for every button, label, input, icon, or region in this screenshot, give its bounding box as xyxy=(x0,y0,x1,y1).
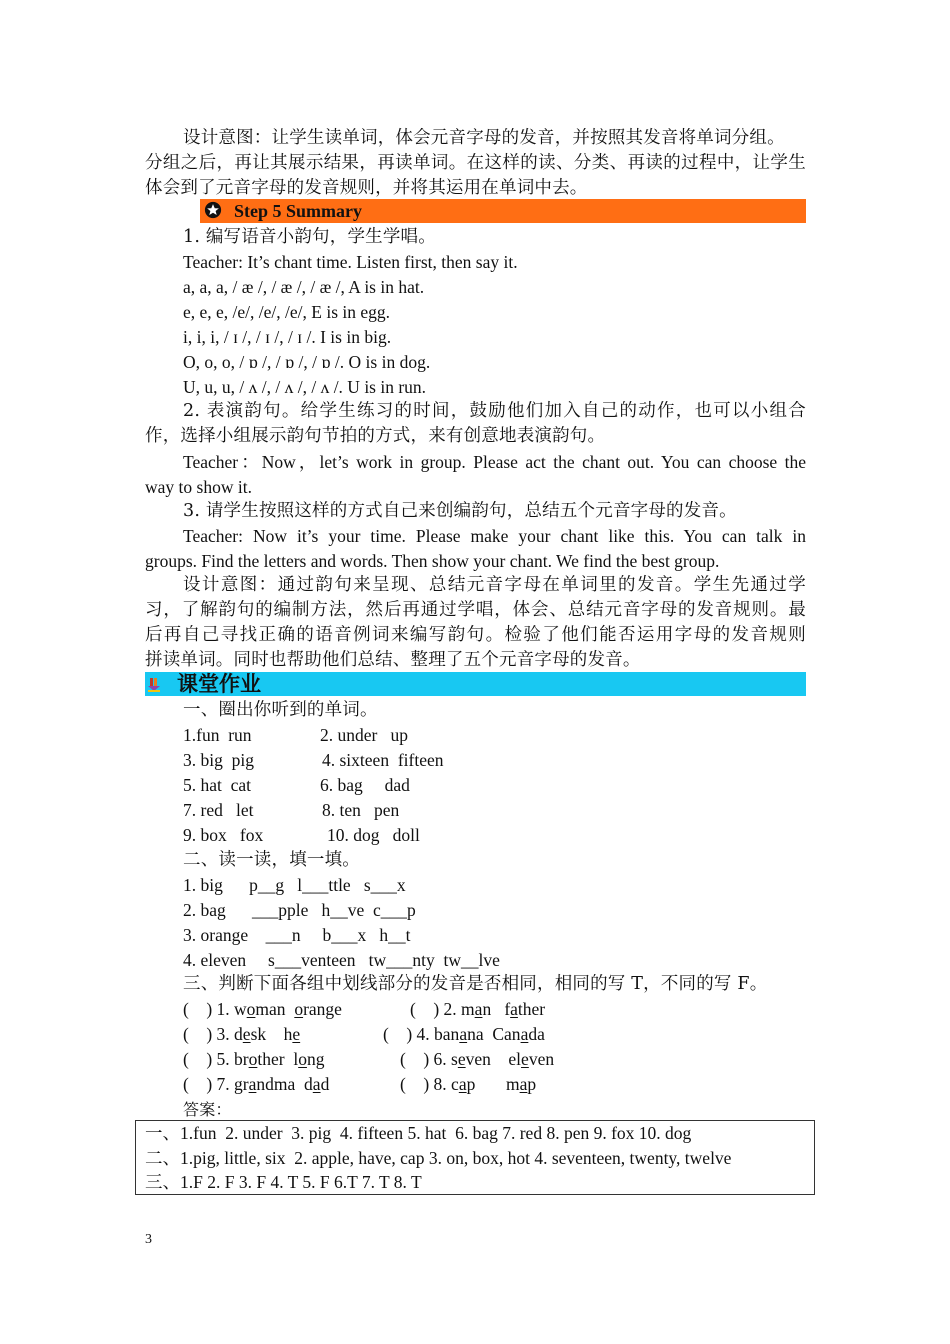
judge-item: ( ) 8. cap map xyxy=(400,1074,537,1094)
listen-item: 5. hat cat xyxy=(183,775,252,795)
teacher-line-cont: groups. Find the letters and words. Then show your chant. We find the best group. xyxy=(145,551,720,571)
listen-item: 3. big pig xyxy=(183,750,254,770)
judge-item: ( ) 2. man father xyxy=(410,999,546,1019)
homework-title: 课堂作业 xyxy=(177,672,261,696)
listen-item: 1.fun run xyxy=(183,725,252,745)
design-intent-line: 分组之后，再让其展示结果，再读单词。在这样的读、分类、再读的过程中，让学生 xyxy=(145,153,806,173)
listen-item: 10. dog doll xyxy=(327,825,420,845)
design-intent-line: 习，了解韵句的编制方法，然后再通过学唱，体会、总结元音字母的发音规则。最 xyxy=(145,600,806,620)
chant-line: a, a, a, / æ /, / æ /, / æ /, A is in hat. xyxy=(183,277,425,297)
step5-item-2: 2. 表演韵句。给学生练习的时间，鼓励他们加入自己的动作，也可以小组合 xyxy=(183,401,806,421)
fill-item: 3. orange ___n b___x h__t xyxy=(183,925,411,945)
teacher-line: Teacher：Now，let’s work in group. Please act the chant out. You can choose the xyxy=(183,452,806,472)
design-intent-line: 设计意图：让学生读单词，体会元音字母的发音，并按照其发音将单词分组。 xyxy=(183,128,785,148)
fill-item: 2. bag ___pple h__ve c___p xyxy=(183,900,416,920)
listen-item: 2. under up xyxy=(320,725,408,745)
section-heading: 三、判断下面各组中划线部分的发音是否相同，相同的写 T，不同的写 F。 xyxy=(183,974,768,994)
judge-item: ( ) 1. woman orange xyxy=(183,999,342,1019)
design-intent-line: 设计意图：通过韵句来呈现、总结元音字母在单词里的发音。学生先通过学 xyxy=(183,575,806,595)
judge-item: ( ) 5. brother long xyxy=(183,1049,325,1069)
answer-label: 答案： xyxy=(183,1100,232,1119)
fill-item: 1. big p__g l___ttle s___x xyxy=(183,875,406,895)
chant-line: i, i, i, / ɪ /, / ɪ /, / ɪ /. I is in big. xyxy=(183,327,392,347)
step5-item-3: 3. 请学生按照这样的方式自己来创编韵句，总结五个元音字母的发音。 xyxy=(183,501,737,521)
answer-line: 三、1.F 2. F 3. F 4. T 5. F 6.T 7. T 8. T xyxy=(145,1172,422,1192)
page-number: 3 xyxy=(145,1232,152,1247)
section-heading: 二、读一读，填一填。 xyxy=(183,850,360,870)
judge-item: ( ) 7. grandma dad xyxy=(183,1074,330,1094)
answer-line: 二、1.pig, little, six 2. apple, have, cap 3. on, box, hot 4. seventeen, twenty, twelve xyxy=(145,1148,732,1168)
listen-item: 4. sixteen fifteen xyxy=(322,750,444,770)
chant-line: e, e, e, /e/, /e/, /e/, E is in egg. xyxy=(183,302,391,322)
listen-item: 8. ten pen xyxy=(322,800,400,820)
chant-line: U, u, u, / ʌ /, / ʌ /, / ʌ /. U is in run. xyxy=(183,377,427,397)
step5-banner xyxy=(200,199,806,223)
judge-item: ( ) 6. seven eleven xyxy=(400,1049,555,1069)
teacher-line: Teacher: Now it’s your time. Please make your chant like this. You can talk in xyxy=(183,526,806,546)
design-intent-line: 后再自己寻找正确的语音例词来编写韵句。检验了他们能否运用字母的发音规则 xyxy=(145,625,806,645)
listen-item: 6. bag dad xyxy=(320,775,410,795)
teacher-line-cont: way to show it. xyxy=(145,477,252,497)
design-intent-line: 拼读单词。同时也帮助他们总结、整理了五个元音字母的发音。 xyxy=(145,650,641,670)
step5-title: Step 5 Summary xyxy=(234,201,363,221)
answer-box xyxy=(135,1120,815,1195)
teacher-line: Teacher: It’s chant time. Listen first, then say it. xyxy=(183,252,518,272)
chant-line: O, o, o, / ɒ /, / ɒ /, / ɒ /. O is in dog. xyxy=(183,352,431,372)
judge-item: ( ) 4. banana Canada xyxy=(383,1024,545,1044)
listen-item: 7. red let xyxy=(183,800,254,820)
book-icon xyxy=(146,676,162,692)
star-circle-icon xyxy=(204,201,222,219)
step5-item-2-cont: 作，选择小组展示韵句节拍的方式，来有创意地表演韵句。 xyxy=(145,426,606,446)
section-heading: 一、圈出你听到的单词。 xyxy=(183,700,378,720)
step5-item-1: 1. 编写语音小韵句，学生学唱。 xyxy=(183,227,436,247)
listen-item: 9. box fox xyxy=(183,825,264,845)
judge-item: ( ) 3. desk he xyxy=(183,1024,301,1044)
answer-line: 一、1.fun 2. under 3. pig 4. fifteen 5. hat 6. bag 7. red 8. pen 9. fox 10. dog xyxy=(145,1123,692,1143)
homework-banner xyxy=(145,672,806,696)
design-intent-line: 体会到了元音字母的发音规则，并将其运用在单词中去。 xyxy=(145,178,588,198)
fill-item: 4. eleven s___venteen tw___nty tw__lve xyxy=(183,950,500,970)
